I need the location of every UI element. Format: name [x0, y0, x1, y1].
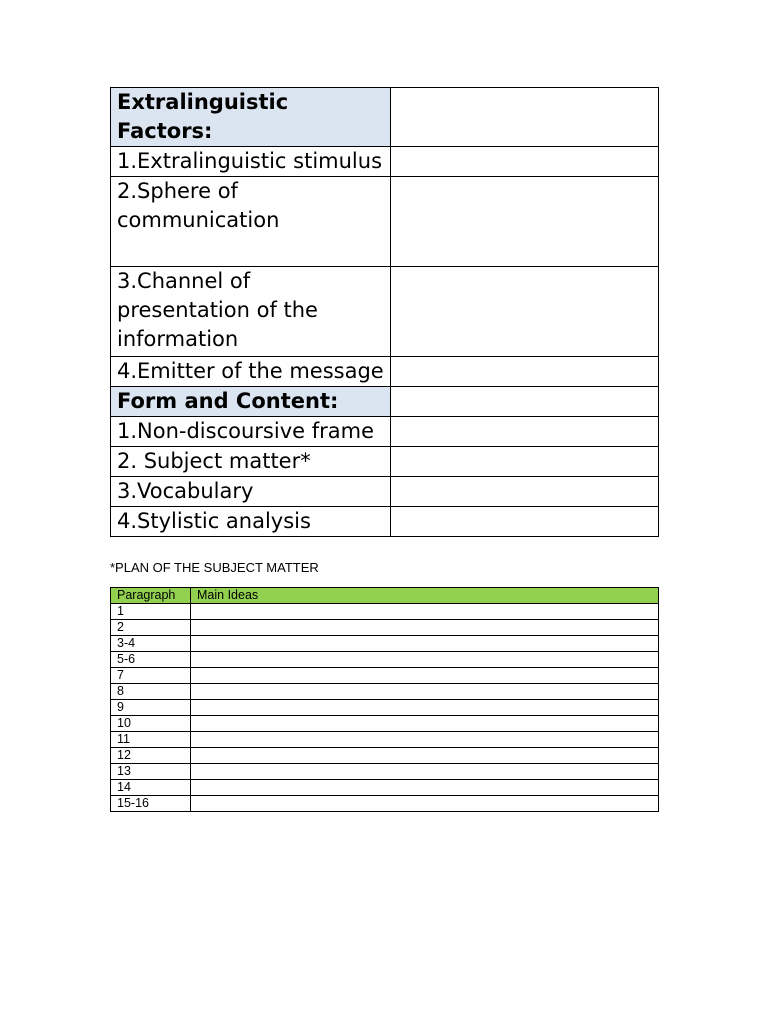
- main-ideas-cell[interactable]: [191, 652, 659, 668]
- paragraph-cell: 14: [111, 780, 191, 796]
- main-ideas-column-header: Main Ideas: [191, 588, 659, 604]
- sphere-of-communication-value-cell[interactable]: [391, 177, 659, 267]
- table-row-stylistic-analysis: [111, 507, 659, 537]
- paragraph-cell: 11: [111, 732, 191, 748]
- table-row-extralinguistic-factors: [111, 88, 659, 147]
- channel-of-presentation-value-cell[interactable]: [391, 267, 659, 357]
- stylistic-analysis-value-cell[interactable]: [391, 507, 659, 537]
- table-row: [111, 668, 659, 684]
- table-row-extralinguistic-stimulus: [111, 147, 659, 177]
- table-row: [111, 604, 659, 620]
- table-row-form-and-content: [111, 387, 659, 417]
- table-row-sphere-of-communication: [111, 177, 659, 267]
- main-ideas-cell[interactable]: [191, 684, 659, 700]
- stylistic-analysis-label: 4.Stylistic analysis: [111, 507, 391, 537]
- main-ideas-cell[interactable]: [191, 732, 659, 748]
- paragraph-cell: 10: [111, 716, 191, 732]
- paragraph-cell: 13: [111, 764, 191, 780]
- main-ideas-cell[interactable]: [191, 668, 659, 684]
- table-row: [111, 620, 659, 636]
- non-discoursive-frame-value-cell[interactable]: [391, 417, 659, 447]
- subject-matter-label: 2. Subject matter*: [111, 447, 391, 477]
- paragraph-cell: 2: [111, 620, 191, 636]
- paragraph-cell: 3-4: [111, 636, 191, 652]
- subject-matter-value-cell[interactable]: [391, 447, 659, 477]
- main-ideas-cell[interactable]: [191, 700, 659, 716]
- non-discoursive-frame-label: 1.Non-discoursive frame: [111, 417, 391, 447]
- section-heading-form-and-content: Form and Content:: [111, 387, 391, 417]
- plan-header-row: [111, 588, 659, 604]
- subject-matter-plan-table: [110, 587, 659, 812]
- emitter-of-message-value-cell[interactable]: [391, 357, 659, 387]
- plan-caption: *PLAN OF THE SUBJECT MATTER: [110, 560, 319, 575]
- paragraph-cell: 1: [111, 604, 191, 620]
- paragraph-cell: 9: [111, 700, 191, 716]
- table-row-non-discoursive-frame: [111, 417, 659, 447]
- table-row: [111, 700, 659, 716]
- paragraph-cell: 15-16: [111, 796, 191, 812]
- main-ideas-cell[interactable]: [191, 780, 659, 796]
- table-row: [111, 764, 659, 780]
- vocabulary-value-cell[interactable]: [391, 477, 659, 507]
- channel-of-presentation-label: 3.Channel of presentation of the information: [111, 267, 391, 357]
- table-row: [111, 684, 659, 700]
- table-row: [111, 796, 659, 812]
- main-ideas-cell[interactable]: [191, 764, 659, 780]
- paragraph-column-header: Paragraph: [111, 588, 191, 604]
- table-row: [111, 748, 659, 764]
- paragraph-cell: 12: [111, 748, 191, 764]
- extralinguistic-stimulus-value-cell[interactable]: [391, 147, 659, 177]
- paragraph-cell: 8: [111, 684, 191, 700]
- text-analysis-table: [110, 87, 659, 537]
- table-row-vocabulary: [111, 477, 659, 507]
- paragraph-cell: 7: [111, 668, 191, 684]
- sphere-of-communication-label: 2.Sphere of communication: [111, 177, 391, 267]
- main-ideas-cell[interactable]: [191, 748, 659, 764]
- main-ideas-cell[interactable]: [191, 620, 659, 636]
- emitter-of-message-label: 4.Emitter of the message: [111, 357, 391, 387]
- table-row: [111, 652, 659, 668]
- table-row-emitter-of-message: [111, 357, 659, 387]
- form-and-content-value-cell[interactable]: [391, 387, 659, 417]
- table-row: [111, 780, 659, 796]
- paragraph-cell: 5-6: [111, 652, 191, 668]
- main-ideas-cell[interactable]: [191, 796, 659, 812]
- extralinguistic-stimulus-label: 1.Extralinguistic stimulus: [111, 147, 391, 177]
- table-row: [111, 716, 659, 732]
- table-row-channel-of-presentation: [111, 267, 659, 357]
- table-row-subject-matter: [111, 447, 659, 477]
- section-heading-extralinguistic-factors: Extralinguistic Factors:: [111, 88, 391, 147]
- main-ideas-cell[interactable]: [191, 636, 659, 652]
- table-row: [111, 636, 659, 652]
- main-ideas-cell[interactable]: [191, 716, 659, 732]
- main-ideas-cell[interactable]: [191, 604, 659, 620]
- extralinguistic-factors-value-cell[interactable]: [391, 88, 659, 147]
- table-row: [111, 732, 659, 748]
- vocabulary-label: 3.Vocabulary: [111, 477, 391, 507]
